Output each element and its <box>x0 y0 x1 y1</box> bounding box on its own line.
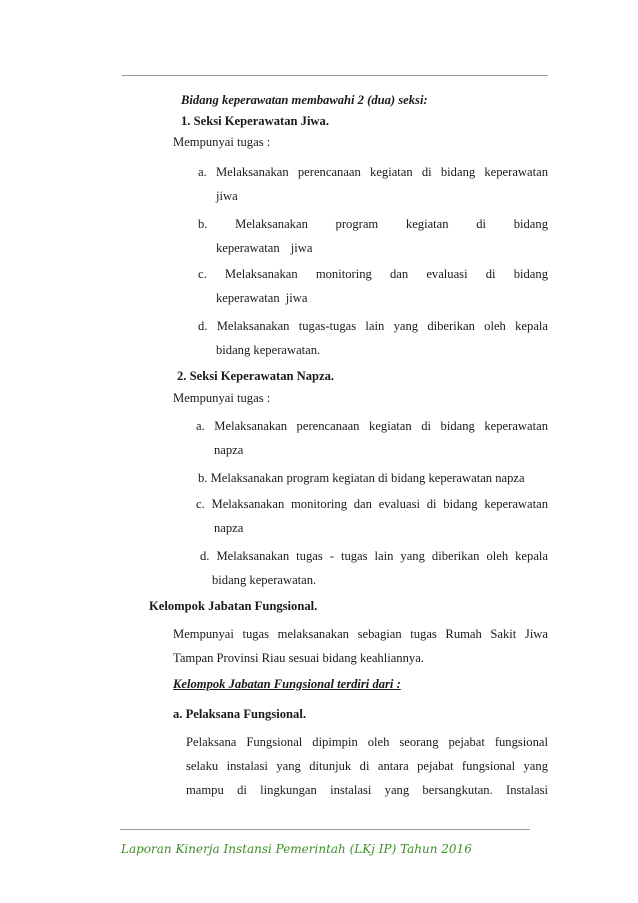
task-item-2b-line1: b. Melaksanakan program kegiatan di bidang keperawatan napza <box>198 471 525 485</box>
pf-paragraph-line3: mampu di lingkungan instalasi yang bersangkutan. Instalasi <box>186 783 548 797</box>
task-item-1b-line1: b. Melaksanakan program kegiatan di bidang <box>198 217 548 231</box>
task-item-1a-line2: jiwa <box>216 189 238 203</box>
subsection-intro-2: Mempunyai tugas : <box>173 391 271 405</box>
task-item-1c-line1: c. Melaksanakan monitoring dan evaluasi di bidang <box>198 267 548 281</box>
task-item-2c-line1: c. Melaksanakan monitoring dan evaluasi di bidang keperawatan <box>196 497 548 511</box>
kjf-subheading: Kelompok Jabatan Fungsional terdiri dari : <box>173 677 401 691</box>
task-item-1a-line1: a. Melaksanakan perencanaan kegiatan di bidang keperawatan <box>198 165 548 179</box>
task-item-2d-line1: d. Melaksanakan tugas - tugas lain yang diberikan oleh kepala <box>200 549 548 563</box>
kjf-paragraph-line1: Mempunyai tugas melaksanakan sebagian tugas Rumah Sakit Jiwa <box>173 627 548 641</box>
task-item-2d-line2: bidang keperawatan. <box>212 573 317 587</box>
task-item-2a-line2: napza <box>214 443 244 457</box>
header-rule <box>122 75 548 76</box>
task-item-2c-line2: napza <box>214 521 244 535</box>
subsection-title-1: 1. Seksi Keperawatan Jiwa. <box>181 114 329 128</box>
pf-title: a. Pelaksana Fungsional. <box>173 707 306 721</box>
task-item-1b-line2: keperawatan jiwa <box>216 241 313 255</box>
section-heading: Bidang keperawatan membawahi 2 (dua) seksi: <box>181 93 428 107</box>
task-item-1c-line2: keperawatan jiwa <box>216 291 308 305</box>
task-item-2a-line1: a. Melaksanakan perencanaan kegiatan di bidang keperawatan <box>196 419 548 433</box>
footer-text: Laporan Kinerja Instansi Pemerintah (LKj IP) Tahun 2016 <box>121 842 472 856</box>
kjf-paragraph-line2: Tampan Provinsi Riau sesuai bidang keahliannya. <box>173 651 424 665</box>
subsection-title-2: 2. Seksi Keperawatan Napza. <box>177 369 335 383</box>
subsection-intro-1: Mempunyai tugas : <box>173 135 271 149</box>
footer-rule <box>120 829 530 830</box>
pf-paragraph-line1: Pelaksana Fungsional dipimpin oleh seorang pejabat fungsional <box>186 735 548 749</box>
task-item-1d-line2: bidang keperawatan. <box>216 343 321 357</box>
task-item-1d-line1: d. Melaksanakan tugas-tugas lain yang diberikan oleh kepala <box>198 319 548 333</box>
pf-paragraph-line2: selaku instalasi yang ditunjuk di antara pejabat fungsional yang <box>186 759 548 773</box>
kjf-title: Kelompok Jabatan Fungsional. <box>149 599 318 613</box>
